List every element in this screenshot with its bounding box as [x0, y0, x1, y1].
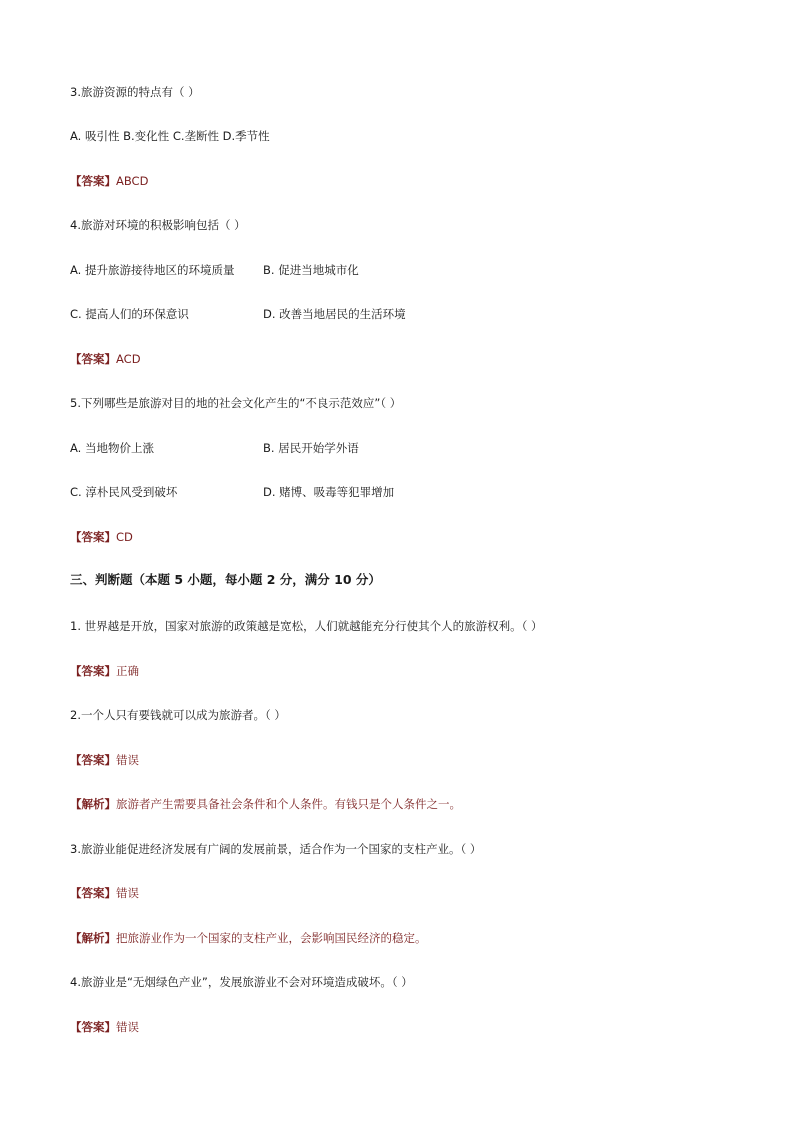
- answer-value: 错误: [116, 1020, 139, 1034]
- answer-tag: 【答案】: [70, 1020, 116, 1034]
- question-5-stem: 5.下列哪些是旅游对目的地的社会文化产生的“不良示范效应”（ ）: [70, 396, 402, 410]
- answer-value: ACD: [116, 352, 141, 366]
- tf-question-2-analysis: [70, 796, 461, 812]
- answer-tag: 【答案】: [70, 174, 116, 188]
- question-5-options-row-2: [70, 484, 395, 500]
- answer-tag: 【答案】: [70, 352, 116, 366]
- option-d: D. 赌博、吸毒等犯罪增加: [263, 485, 395, 499]
- option-c: C. 提高人们的环保意识: [70, 307, 189, 321]
- answer-tag: 【答案】: [70, 753, 116, 767]
- question-4-options-row-1: [70, 262, 359, 278]
- question-5-answer: [70, 529, 133, 545]
- tf-question-2-stem: 2.一个人只有要钱就可以成为旅游者。（ ）: [70, 708, 286, 722]
- tf-question-1-stem: 1. 世界越是开放，国家对旅游的政策越是宽松，人们就越能充分行使其个人的旅游权利。（ ）: [70, 619, 543, 633]
- tf-question-1-answer: [70, 663, 139, 679]
- answer-value: CD: [116, 530, 133, 544]
- tf-question-3-stem: 3.旅游业能促进经济发展有广阔的发展前景，适合作为一个国家的支柱产业。（ ）: [70, 842, 482, 856]
- tf-question-2-answer: [70, 752, 139, 768]
- answer-value: ABCD: [116, 174, 149, 188]
- question-5-options-row-1: [70, 440, 359, 456]
- answer-tag: 【答案】: [70, 530, 116, 544]
- option-d: D. 改善当地居民的生活环境: [263, 307, 406, 321]
- analysis-text: 旅游者产生需要具备社会条件和个人条件。有钱只是个人条件之一。: [116, 797, 461, 811]
- analysis-tag: 【解析】: [70, 931, 116, 945]
- section-heading: 三、判断题（本题 5 小题，每小题 2 分，满分 10 分）: [70, 572, 381, 587]
- option-c: C. 淳朴民风受到破坏: [70, 485, 178, 499]
- answer-value: 错误: [116, 886, 139, 900]
- answer-value: 正确: [116, 664, 139, 678]
- tf-question-3-analysis: [70, 930, 427, 946]
- option-b: B. 居民开始学外语: [263, 441, 359, 455]
- question-4-answer: [70, 351, 141, 367]
- question-4-options-row-2: [70, 306, 406, 322]
- answer-tag: 【答案】: [70, 664, 116, 678]
- option-a: A. 提升旅游接待地区的环境质量: [70, 263, 235, 277]
- option-b: B. 促进当地城市化: [263, 263, 359, 277]
- tf-question-4-stem: 4.旅游业是“无烟绿色产业”，发展旅游业不会对环境造成破坏。（ ）: [70, 975, 413, 989]
- question-4-stem: 4.旅游对环境的积极影响包括（ ）: [70, 218, 246, 232]
- answer-value: 错误: [116, 753, 139, 767]
- analysis-text: 把旅游业作为一个国家的支柱产业，会影响国民经济的稳定。: [116, 931, 427, 945]
- tf-question-4-answer: [70, 1019, 139, 1035]
- question-3-stem: 3.旅游资源的特点有（ ）: [70, 85, 200, 99]
- option-a: A. 当地物价上涨: [70, 441, 154, 455]
- question-3-options: A. 吸引性 B.变化性 C.垄断性 D.季节性: [70, 129, 270, 143]
- answer-tag: 【答案】: [70, 886, 116, 900]
- question-3-answer: [70, 173, 148, 189]
- tf-question-3-answer: [70, 885, 139, 901]
- analysis-tag: 【解析】: [70, 797, 116, 811]
